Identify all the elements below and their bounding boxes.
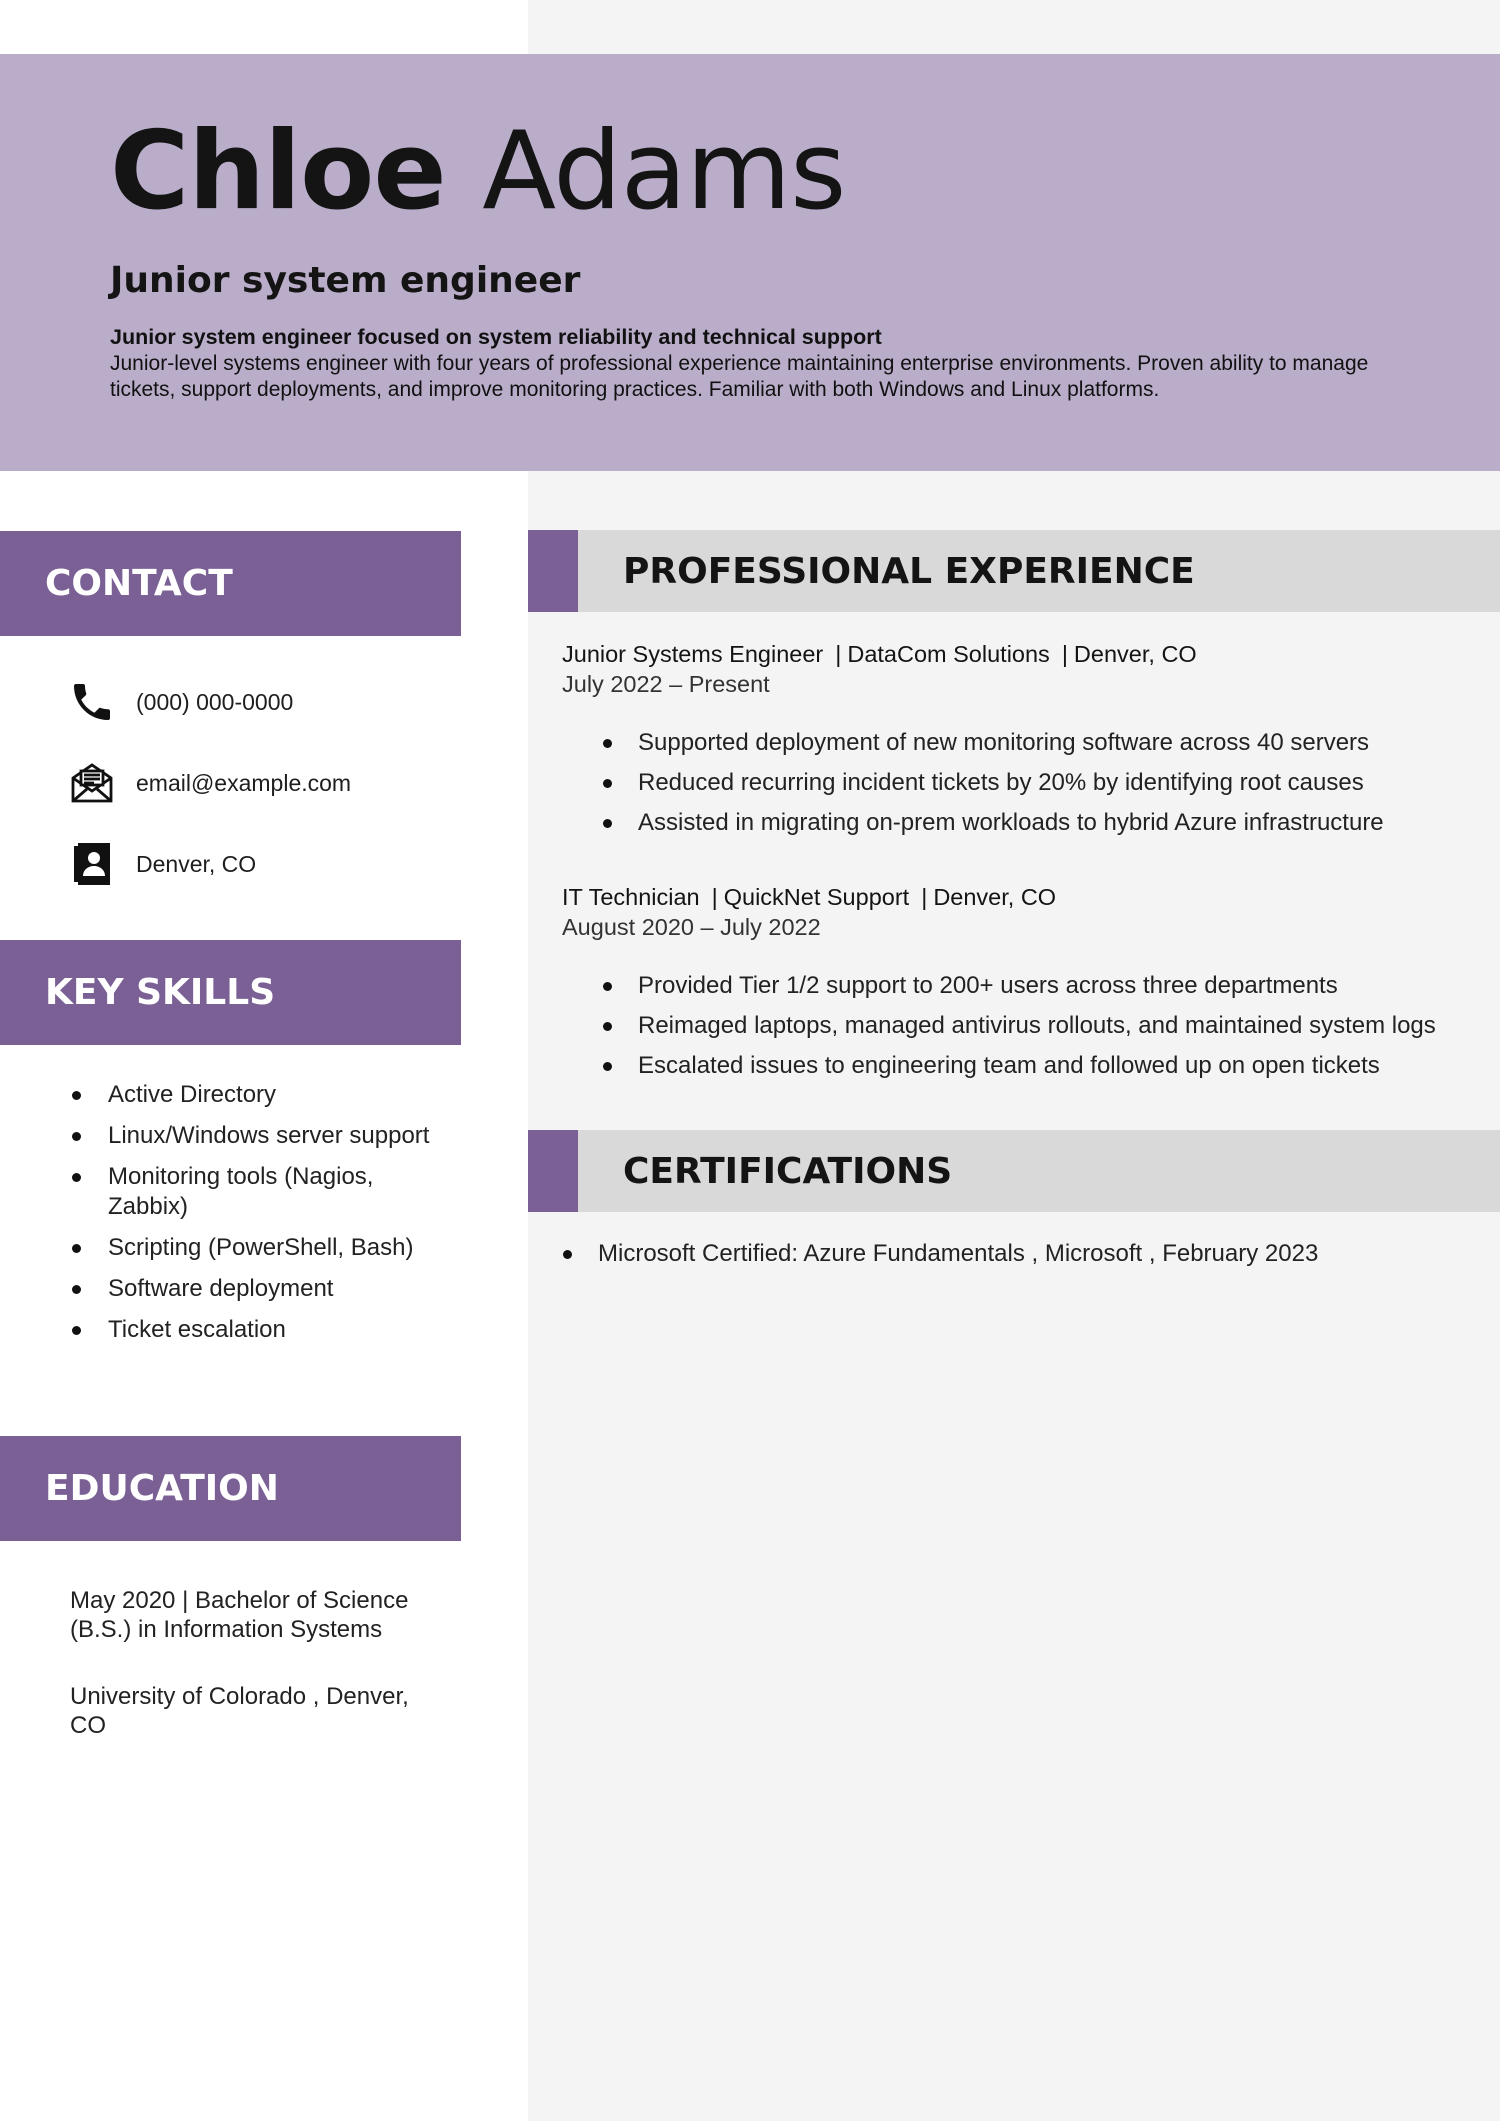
job-dates: July 2022 – Present (562, 671, 770, 697)
certifications-list (558, 1239, 1318, 1269)
certifications-heading: CERTIFICATIONS (623, 1150, 953, 1192)
job-bullets (598, 971, 1436, 1091)
skill-item: Active Directory (68, 1080, 448, 1110)
contact-phone (68, 674, 293, 730)
skill-item: Ticket escalation (68, 1315, 448, 1345)
job-bullet: Supported deployment of new monitoring software across 40 servers (598, 728, 1384, 758)
contact-location (68, 836, 256, 892)
key-skills-list (68, 1080, 448, 1356)
summary-heading: Junior system engineer focused on system reliability and technical support (110, 325, 882, 349)
contact-email (68, 755, 351, 811)
location-icon (68, 838, 116, 890)
section-accent (528, 1130, 578, 1212)
skill-item: Scripting (PowerShell, Bash) (68, 1233, 448, 1263)
job-bullets (598, 728, 1384, 848)
job-dates: August 2020 – July 2022 (562, 914, 821, 940)
job-company: DataCom Solutions (847, 641, 1050, 667)
job-bullet: Reimaged laptops, managed antivirus rollouts, and maintained system logs (598, 1011, 1436, 1041)
last-name: Adams (482, 109, 846, 234)
job-header: Junior Systems Engineer | DataCom Solutions | Denver, CO (562, 641, 1197, 667)
education-degree: May 2020 | Bachelor of Science (B.S.) in Information Systems (70, 1587, 409, 1643)
education-heading: EDUCATION (0, 1436, 461, 1541)
skill-item: Monitoring tools (Nagios, Zabbix) (68, 1162, 448, 1222)
certifications-section-bar (528, 1130, 1500, 1212)
summary-text: Junior-level systems engineer with four years of professional experience maintaining enterprise environments. Proven ability to manage tickets, support deployments, and improve monitoring practices. Familiar with both Windows and Linux platforms. (110, 352, 1369, 401)
skill-item: Linux/Windows server support (68, 1121, 448, 1151)
job-header: IT Technician | QuickNet Support | Denver, CO (562, 884, 1057, 910)
skill-item: Software deployment (68, 1274, 448, 1304)
job-location: Denver, CO (1073, 641, 1197, 667)
job-title-text: IT Technician (562, 884, 700, 910)
email-address: email@example.com (136, 769, 352, 796)
email-icon (68, 757, 116, 809)
contact-heading: CONTACT (0, 531, 461, 636)
job-bullet: Reduced recurring incident tickets by 20% by identifying root causes (598, 768, 1384, 798)
experience-heading: PROFESSIONAL EXPERIENCE (623, 550, 1195, 592)
experience-section-bar (528, 530, 1500, 612)
job-bullet: Escalated issues to engineering team and followed up on open tickets (598, 1051, 1436, 1081)
job-bullet: Assisted in migrating on-prem workloads to hybrid Azure infrastructure (598, 808, 1384, 838)
phone-number: (000) 000-0000 (136, 688, 294, 715)
section-accent (528, 530, 578, 612)
candidate-name (110, 109, 846, 234)
job-title: Junior system engineer (110, 260, 581, 301)
job-bullet: Provided Tier 1/2 support to 200+ users across three departments (598, 971, 1436, 1001)
job-company: QuickNet Support (723, 884, 910, 910)
certification-item: Microsoft Certified: Azure Fundamentals , Microsoft , February 2023 (558, 1239, 1318, 1269)
job-location: Denver, CO (933, 884, 1057, 910)
location: Denver, CO (136, 850, 257, 877)
job-title-text: Junior Systems Engineer (562, 641, 824, 667)
key-skills-heading: KEY SKILLS (0, 940, 461, 1045)
first-name: Chloe (110, 109, 446, 234)
phone-icon (68, 676, 116, 728)
education-school: University of Colorado , Denver, CO (70, 1683, 409, 1739)
